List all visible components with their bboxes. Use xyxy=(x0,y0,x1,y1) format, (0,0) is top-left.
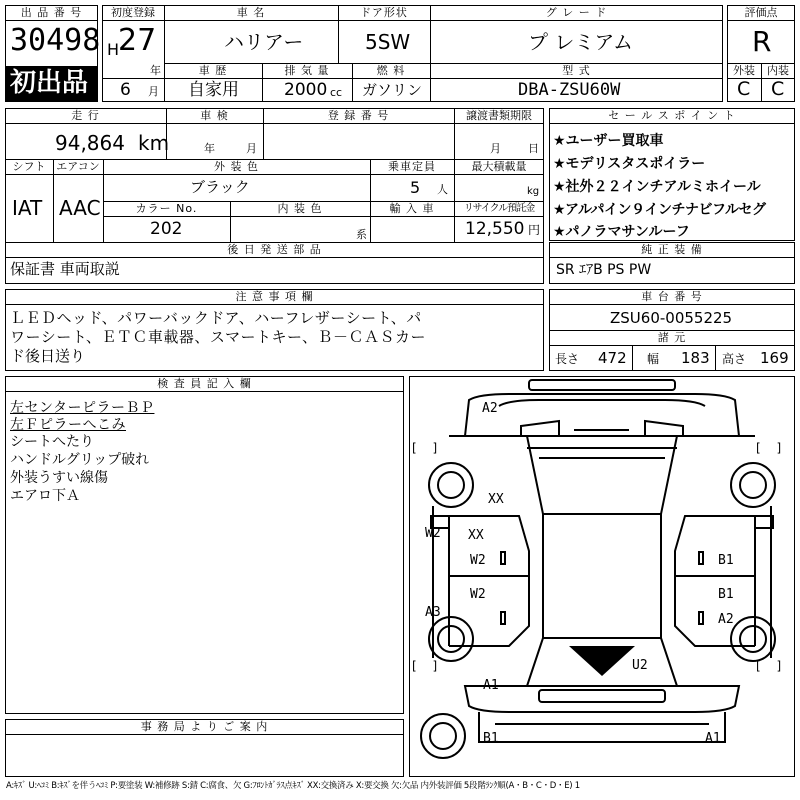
damage-mark-a3-left: A3 xyxy=(425,605,441,620)
bracket-left-upper: [ ] xyxy=(412,441,444,455)
damage-mark-b1-right-rear: B1 xyxy=(718,587,734,602)
dims-label: 諸 元 xyxy=(657,331,687,344)
sales-points-label: セ ー ル ス ポ イ ン ト xyxy=(608,109,736,122)
reg-month: 6 xyxy=(120,80,131,100)
inspector-note: 左Ｆピラーへこみ xyxy=(10,417,126,433)
transfer-month-unit: 月 xyxy=(490,142,501,155)
door-label: ドア形状 xyxy=(360,6,408,19)
capacity-unit: 人 xyxy=(437,183,448,196)
inspector-note: シートへたり xyxy=(10,434,94,450)
displacement-unit: cc xyxy=(330,86,343,99)
bracket-right-upper: [ ] xyxy=(756,441,788,455)
damage-mark-a1-bottom: A1 xyxy=(705,731,721,746)
reg-year: 27 xyxy=(118,23,157,58)
exterior-score: C xyxy=(737,78,751,100)
inspection-label: 車 検 xyxy=(200,109,229,122)
bracket-right-lower: [ ] xyxy=(756,659,788,673)
sales-point: ★ユーザー買取車 xyxy=(553,133,664,149)
damage-mark-a1-rear-left: A1 xyxy=(483,678,499,693)
damage-mark-w2-left: W2 xyxy=(425,526,441,541)
plate-label: 登 録 番 号 xyxy=(327,109,390,122)
damage-mark-w2-fdoor: W2 xyxy=(470,553,486,568)
genuine-label: 純 正 装 備 xyxy=(641,243,703,256)
sales-point: ★パノラマサンルーフ xyxy=(553,224,690,240)
ac: AAC xyxy=(59,196,101,220)
damage-mark-a2-right: A2 xyxy=(718,612,734,627)
load-unit: kg xyxy=(527,186,540,197)
capacity: 5 xyxy=(410,178,421,197)
grade-label: グ レ ー ド xyxy=(545,6,608,19)
interior-score-label: 内装 xyxy=(767,64,789,77)
car-diagram xyxy=(409,376,795,777)
shift: IAT xyxy=(12,196,43,220)
legend: A:ｷｽﾞ U:ﾍｺﾐ B:ｷｽﾞを伴うﾍｺﾐ P:要塗装 W:補修跡 S:錆 C:腐食、欠 G:ﾌﾛﾝﾄｶﾞﾗｽ点ｷｽﾞ XX:交換済み X:要交換 欠:欠品 内外装評価 5段階ﾗﾝｸ順(A・B・C・D・E) 1 xyxy=(6,781,580,791)
transfer-label: 譲渡書類期限 xyxy=(466,109,532,122)
bracket-left-lower: [ ] xyxy=(412,659,444,673)
width-value: 183 xyxy=(681,349,710,367)
recycle-amount: 12,550 xyxy=(465,219,525,239)
first-listing-label: 初出品 xyxy=(10,68,89,98)
damage-mark-b1-bottom: B1 xyxy=(483,731,499,746)
inspector-note: 左センターピラーＢＰ xyxy=(10,400,155,416)
later-parts: 保証書 車両取説 xyxy=(10,260,120,278)
capacity-label: 乗車定員 xyxy=(388,160,436,173)
score-label: 評価点 xyxy=(744,6,778,19)
mileage-label: 走 行 xyxy=(71,109,100,122)
month-unit: 月 xyxy=(148,85,159,98)
transfer-day-unit: 日 xyxy=(528,142,539,155)
color-label: 外 装 色 xyxy=(214,160,259,173)
shift-label: シフト xyxy=(12,160,46,173)
history-label: 車 歴 xyxy=(198,64,228,77)
color-no: 202 xyxy=(150,219,183,239)
era: H xyxy=(107,40,120,59)
inspection-year-unit: 年 xyxy=(204,142,215,155)
height-value: 169 xyxy=(760,349,789,367)
interior-color-label: 内 装 色 xyxy=(277,202,323,215)
height-label: 高さ xyxy=(722,352,747,366)
exterior-score-label: 外装 xyxy=(733,64,755,77)
chassis-number: ZSU60-0055225 xyxy=(610,309,733,327)
lot-number: 30498 xyxy=(10,23,101,58)
damage-mark-xx-hood: XX xyxy=(488,492,504,507)
interior-score: C xyxy=(771,78,785,100)
chassis-label: 車 台 番 号 xyxy=(641,290,703,303)
damage-mark-b1-right-front: B1 xyxy=(718,553,734,568)
grade: プ レミアム xyxy=(528,30,633,54)
sales-point: ★社外２２インチアルミホイール xyxy=(553,179,761,195)
office-label: 事 務 局 よ り ご 案 内 xyxy=(140,720,269,733)
model-label: 型 式 xyxy=(562,64,591,77)
later-parts-label: 後 日 発 送 部 品 xyxy=(227,243,322,256)
recycle-label: リサイクル預託金 xyxy=(463,203,535,214)
notes-line: ワーシート、ＥＴＣ車載器、スマートキー、Ｂ－ＣＡＳカー xyxy=(10,328,426,346)
notes-line: ＬＥＤヘッド、パワーバックドア、ハーフレザーシート、パ xyxy=(10,309,422,327)
car-name: ハリアー xyxy=(224,30,304,54)
recycle-unit: 円 xyxy=(528,223,541,237)
width-label: 幅 xyxy=(647,352,660,366)
displacement: 2000 xyxy=(284,80,328,100)
mileage: 94,864 xyxy=(55,131,125,155)
history: 自家用 xyxy=(188,80,239,100)
damage-mark-xx-fdoor: XX xyxy=(468,528,484,543)
inspector-note: ハンドルグリップ破れ xyxy=(10,452,150,468)
model: DBA-ZSU60W xyxy=(518,80,621,100)
score: R xyxy=(752,25,772,58)
damage-mark-a2-front: A2 xyxy=(482,401,498,416)
name-label: 車 名 xyxy=(236,6,266,19)
import-label: 輸 入 車 xyxy=(389,202,435,215)
reg-label: 初度登録 xyxy=(111,6,155,19)
lot-label: 出 品 番 号 xyxy=(20,6,83,19)
fuel: ガソリン xyxy=(362,81,423,99)
year-unit: 年 xyxy=(150,64,161,77)
inspector-label: 検 査 員 記 入 欄 xyxy=(157,377,252,390)
length-label: 長さ xyxy=(555,352,580,366)
fuel-label: 燃 料 xyxy=(376,64,406,77)
inspector-note: 外装うすい線傷 xyxy=(10,470,108,486)
load-label: 最大積載量 xyxy=(471,160,527,173)
ac-label: エアコン xyxy=(56,160,100,173)
mileage-unit: km xyxy=(138,131,170,155)
notes-line: ド後日送り xyxy=(10,347,86,365)
damage-mark-w2-rdoor: W2 xyxy=(470,587,486,602)
color: ブラック xyxy=(190,178,250,196)
damage-mark-u2-roof: U2 xyxy=(632,658,648,673)
displacement-label: 排 気 量 xyxy=(284,64,330,77)
sales-point: ★モデリスタスポイラー xyxy=(553,156,706,172)
length-value: 472 xyxy=(598,349,627,367)
interior-color-unit: 系 xyxy=(356,228,367,241)
inspector-note: エアロ下Ａ xyxy=(10,488,80,504)
inspection-month-unit: 月 xyxy=(246,142,257,155)
notes-label: 注 意 事 項 欄 xyxy=(235,290,314,303)
sales-point: ★アルパイン９インチナビフルセグ xyxy=(553,202,766,218)
door-type: 5SW xyxy=(365,30,411,54)
color-no-label: カラー No. xyxy=(135,202,198,215)
genuine-equipment: SR ｴｱB PS PW xyxy=(556,262,652,278)
